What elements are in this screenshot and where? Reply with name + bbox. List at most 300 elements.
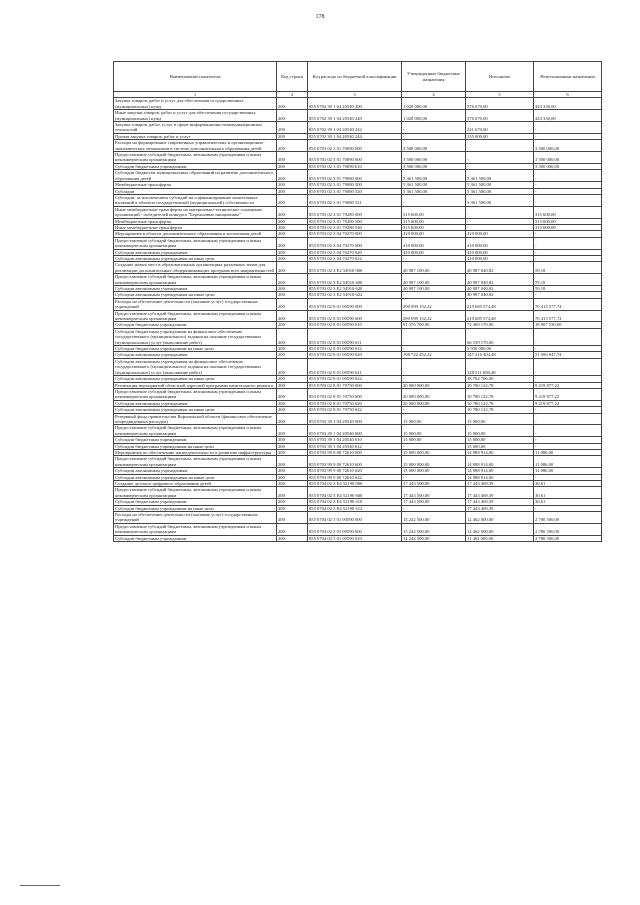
cell-budget-code: 855 0704 02 3 E4 52190 600 bbox=[308, 487, 402, 499]
cell-budget-code: 855 0702 39 1 04 20540 244 bbox=[308, 133, 402, 139]
cell-unexecuted: 2 780 500,00 bbox=[534, 535, 602, 541]
cell-budget-code: 855 0703 99 9 00 72610 600 bbox=[308, 456, 402, 468]
cell-indicator-name: Межбюджетные трансферты bbox=[114, 182, 277, 188]
cell-line-code: 200 bbox=[277, 407, 308, 413]
cell-unexecuted: - bbox=[534, 231, 602, 237]
cell-unexecuted: 11 086,00 bbox=[534, 456, 602, 468]
cell-line-code: 200 bbox=[277, 218, 308, 224]
cell-approved: 3 500 000,00 bbox=[402, 152, 466, 164]
cell-approved: 1 020 000,00 bbox=[402, 110, 466, 122]
cell-budget-code: 855 0703 02 8 01 00590 622 bbox=[308, 376, 402, 382]
cell-unexecuted: - bbox=[534, 346, 602, 352]
cell-indicator-name: Реализация мероприятий областной адресной программы капитального ремонта bbox=[114, 382, 277, 388]
cell-executed: - bbox=[466, 206, 534, 218]
cell-indicator-name: Субсидии автономным учреждениям на финансовое обеспечение государственного (муниципального) задания на оказание государственных (муниципальных) услуг (выполнение работ) bbox=[114, 358, 277, 375]
cell-budget-code: 855 0703 99 9 00 72610 000 bbox=[308, 449, 402, 455]
cell-unexecuted: - bbox=[534, 292, 602, 298]
header-line-code: Код строки bbox=[277, 62, 308, 92]
cell-unexecuted: - bbox=[534, 505, 602, 511]
cell-approved: 91 376 700,00 bbox=[402, 322, 466, 328]
header-budget-code: Код расхода по бюджетной классификации bbox=[308, 62, 402, 92]
table-row bbox=[114, 456, 602, 468]
table-row bbox=[114, 152, 602, 164]
cell-indicator-name: Субсидии бюджетным учреждениям bbox=[114, 437, 277, 443]
col-number: 2 bbox=[277, 92, 308, 98]
cell-budget-code: 855 0703 02 3 01 70090 600 bbox=[308, 152, 402, 164]
col-number: 4 bbox=[402, 92, 466, 98]
cell-approved: 5 361 500,00 bbox=[402, 188, 466, 194]
cell-line-code: 200 bbox=[277, 194, 308, 206]
cell-line-code: 200 bbox=[277, 456, 308, 468]
cell-line-code: 200 bbox=[277, 98, 308, 110]
cell-indicator-name: Мероприятия по обеспечению жизнедеятельности и развитию инфраструктуры bbox=[114, 449, 277, 455]
cell-executed: 410 000,00 bbox=[466, 249, 534, 255]
cell-line-code: 200 bbox=[277, 512, 308, 524]
cell-executed: 5 930 000,00 bbox=[466, 346, 534, 352]
cell-unexecuted: - bbox=[534, 170, 602, 182]
table-row bbox=[114, 170, 602, 182]
cell-approved: 315 600,00 bbox=[402, 218, 466, 224]
cell-executed: 40 987 040,82 bbox=[466, 286, 534, 292]
cell-unexecuted: 2 780 500,00 bbox=[534, 523, 602, 535]
table-row bbox=[114, 358, 602, 375]
cell-indicator-name: Предоставление субсидий бюджетным, автономным учреждениям и иным некоммерческим организациям bbox=[114, 456, 277, 468]
table-row bbox=[114, 110, 602, 122]
cell-budget-code: 855 0703 02 3 01 70090 610 bbox=[308, 163, 402, 169]
cell-approved: 410 000,00 bbox=[402, 237, 466, 249]
cell-line-code: 200 bbox=[277, 133, 308, 139]
table-row bbox=[114, 206, 602, 218]
cell-line-code: 200 bbox=[277, 231, 308, 237]
cell-approved: - bbox=[402, 194, 466, 206]
cell-executed: 576 670,00 bbox=[466, 98, 534, 110]
cell-executed: 15 000,00 bbox=[466, 437, 534, 443]
cell-budget-code: 855 0703 02 3 01 70090 000 bbox=[308, 140, 402, 152]
header-indicator-name: Наименование показателя bbox=[114, 62, 277, 92]
cell-budget-code: 855 0703 02 3 01 79080 520 bbox=[308, 188, 402, 194]
cell-approved: - bbox=[402, 122, 466, 134]
cell-budget-code: 855 0703 02 8 01 70750 620 bbox=[308, 400, 402, 406]
cell-executed: 5 361 500,00 bbox=[466, 188, 534, 194]
cell-approved: 1 020 000,00 bbox=[402, 98, 466, 110]
cell-executed: 12 462 000,00 bbox=[466, 512, 534, 524]
table-row bbox=[114, 487, 602, 499]
cell-approved: - bbox=[402, 133, 466, 139]
cell-line-code: 200 bbox=[277, 449, 308, 455]
cell-line-code: 200 bbox=[277, 110, 308, 122]
cell-executed: 11 462 000,00 bbox=[466, 535, 534, 541]
cell-budget-code: 855 0703 39 1 04 20540 000 bbox=[308, 413, 402, 425]
cell-budget-code: 855 0704 02 5 01 00590 610 bbox=[308, 535, 402, 541]
cell-executed: 410 000,00 bbox=[466, 237, 534, 249]
cell-unexecuted: 315 600,00 bbox=[534, 224, 602, 230]
cell-executed: 5 361 500,00 bbox=[466, 170, 534, 182]
cell-indicator-name: Межбюджетные трансферты bbox=[114, 218, 277, 224]
cell-indicator-name: Субсидии бюджетным учреждениям bbox=[114, 163, 277, 169]
cell-unexecuted: 443 330,00 bbox=[534, 98, 602, 110]
cell-line-code: 200 bbox=[277, 262, 308, 274]
cell-indicator-name: Субсидии, за исключением субсидий на софинансирование капитальных вложений в объекты государственной (муниципальной) собственности bbox=[114, 194, 277, 206]
cell-executed: 15 000,00 bbox=[466, 413, 534, 425]
cell-unexecuted: - bbox=[534, 437, 602, 443]
cell-budget-code: 855 0703 02 3 01 79280 540 bbox=[308, 224, 402, 230]
cell-approved: 40 987 100,00 bbox=[402, 262, 466, 274]
cell-budget-code: 855 0704 02 3 E4 52190 612 bbox=[308, 505, 402, 511]
cell-indicator-name: Субсидии бюджетным учреждениям на иные цели bbox=[114, 443, 277, 449]
cell-indicator-name: Субсидии бюджетным учреждениям bbox=[114, 499, 277, 505]
cell-approved: 15 000 000,00 bbox=[402, 468, 466, 474]
cell-budget-code: 855 0703 02 3 01 79280 000 bbox=[308, 206, 402, 218]
cell-executed: 40 987 040,82 bbox=[466, 262, 534, 274]
cell-approved: 410 000,00 bbox=[402, 231, 466, 237]
cell-executed: 219 685 574,48 bbox=[466, 310, 534, 322]
cell-approved: 15 000,00 bbox=[402, 413, 466, 425]
cell-indicator-name: Субсидии автономным учреждениям на иные цели bbox=[114, 474, 277, 480]
cell-approved: 20 000 000,00 bbox=[402, 400, 466, 406]
cell-line-code: 200 bbox=[277, 346, 308, 352]
table-row bbox=[114, 413, 602, 425]
cell-budget-code: 855 0703 39 1 04 20540 600 bbox=[308, 425, 402, 437]
cell-unexecuted: - bbox=[534, 443, 602, 449]
cell-approved: 40 987 100,00 bbox=[402, 274, 466, 286]
cell-unexecuted: 9 219 877,22 bbox=[534, 400, 602, 406]
cell-unexecuted: 59,18 bbox=[534, 286, 602, 292]
table-row bbox=[114, 140, 602, 152]
cell-unexecuted: - bbox=[534, 194, 602, 206]
header-row bbox=[114, 62, 602, 92]
cell-indicator-name: Предоставление субсидий бюджетным, автономным учреждениям и иным некоммерческим организациям bbox=[114, 274, 277, 286]
cell-line-code: 200 bbox=[277, 140, 308, 152]
cell-unexecuted: - bbox=[534, 255, 602, 261]
cell-line-code: 200 bbox=[277, 249, 308, 255]
table-row bbox=[114, 425, 602, 437]
cell-indicator-name: Субсидии автономным учреждениям bbox=[114, 400, 277, 406]
cell-indicator-name: Предоставление субсидий бюджетным, автономным учреждениям и иным некоммерческим организациям bbox=[114, 523, 277, 535]
header-executed: Исполнено bbox=[466, 62, 534, 92]
cell-indicator-name: Субсидии бюджетным учреждениям bbox=[114, 535, 277, 541]
cell-budget-code: 855 0703 02 8 01 70750 600 bbox=[308, 388, 402, 400]
cell-executed: - bbox=[466, 218, 534, 224]
cell-line-code: 200 bbox=[277, 170, 308, 182]
cell-executed: 17 443 469,39 bbox=[466, 505, 534, 511]
cell-budget-code: 855 0703 02 8 01 00590 612 bbox=[308, 346, 402, 352]
table-row bbox=[114, 237, 602, 249]
cell-indicator-name: Предоставление субсидий бюджетным, автономным учреждениям и иным некоммерческим организациям bbox=[114, 310, 277, 322]
col-number: 6 bbox=[534, 92, 602, 98]
col-number: 1 bbox=[114, 92, 277, 98]
table-row bbox=[114, 274, 602, 286]
cell-line-code: 200 bbox=[277, 163, 308, 169]
cell-indicator-name: Предоставление субсидий бюджетным, автономным учреждениям и иным некоммерческим организациям bbox=[114, 237, 277, 249]
cell-line-code: 200 bbox=[277, 352, 308, 358]
cell-line-code: 200 bbox=[277, 523, 308, 535]
cell-unexecuted: 3 500 000,00 bbox=[534, 152, 602, 164]
cell-line-code: 200 bbox=[277, 487, 308, 499]
cell-executed: 15 000,00 bbox=[466, 443, 534, 449]
cell-line-code: 200 bbox=[277, 468, 308, 474]
cell-unexecuted: - bbox=[534, 358, 602, 375]
cell-executed: 14 988 914,00 bbox=[466, 474, 534, 480]
cell-approved: - bbox=[402, 328, 466, 345]
cell-executed: - bbox=[466, 163, 534, 169]
cell-executed: 5 361 500,00 bbox=[466, 182, 534, 188]
cell-line-code: 200 bbox=[277, 292, 308, 298]
cell-budget-code: 855 0704 02 5 01 00590 600 bbox=[308, 523, 402, 535]
cell-executed: - bbox=[466, 140, 534, 152]
cell-approved: 15 000,00 bbox=[402, 425, 466, 437]
cell-line-code: 200 bbox=[277, 505, 308, 511]
cell-approved: - bbox=[402, 443, 466, 449]
cell-line-code: 200 bbox=[277, 122, 308, 134]
cell-unexecuted: 70 413 577,74 bbox=[534, 298, 602, 310]
col-number: 3 bbox=[308, 92, 402, 98]
cell-line-code: 200 bbox=[277, 322, 308, 328]
cell-unexecuted: 9 219 877,22 bbox=[534, 382, 602, 388]
cell-approved: - bbox=[402, 376, 466, 382]
cell-budget-code: 855 0703 02 8 01 00590 610 bbox=[308, 322, 402, 328]
cell-unexecuted: - bbox=[534, 122, 602, 134]
cell-indicator-name: Субсидии автономным учреждениям на иные цели bbox=[114, 255, 277, 261]
cell-approved: - bbox=[402, 358, 466, 375]
header-unexecuted: Неисполненные назначения bbox=[534, 62, 602, 92]
cell-unexecuted: 3 500 000,00 bbox=[534, 163, 602, 169]
cell-indicator-name: Субсидии бюджетным учреждениям на иные цели bbox=[114, 346, 277, 352]
cell-line-code: 200 bbox=[277, 328, 308, 345]
cell-line-code: 200 bbox=[277, 382, 308, 388]
cell-approved: 290 099 152,22 bbox=[402, 310, 466, 322]
cell-indicator-name: Субсидии автономным учреждениям bbox=[114, 352, 277, 358]
cell-unexecuted: 3 500 000,00 bbox=[534, 140, 602, 152]
cell-approved: 20 000 000,00 bbox=[402, 388, 466, 400]
cell-indicator-name: Расходы на обеспечение деятельности (оказание услуг) государственных учреждений bbox=[114, 298, 277, 310]
cell-indicator-name: Иные закупки товаров, работ и услуг для обеспечения государственных (муниципальных) нужд bbox=[114, 110, 277, 122]
cell-executed: 10 780 122,78 bbox=[466, 400, 534, 406]
cell-indicator-name: Субсидии бюджетам муниципальных образований на развитие дополнительного образования детей bbox=[114, 170, 277, 182]
cell-indicator-name: Создание новых мест в образовательных организациях различных типов для реализации дополнительных общеразвивающих программ всех направленностей bbox=[114, 262, 277, 274]
cell-executed: 17 443 469,39 bbox=[466, 481, 534, 487]
cell-executed: 17 443 469,39 bbox=[466, 499, 534, 505]
cell-unexecuted: 2 780 500,00 bbox=[534, 512, 602, 524]
cell-indicator-name: Субсидии автономным учреждениям на иные цели bbox=[114, 292, 277, 298]
cell-budget-code: 855 0703 02 3 E2 54910 600 bbox=[308, 274, 402, 286]
cell-approved: - bbox=[402, 255, 466, 261]
cell-approved: 5 361 500,00 bbox=[402, 182, 466, 188]
cell-line-code: 200 bbox=[277, 535, 308, 541]
cell-line-code: 200 bbox=[277, 413, 308, 425]
cell-budget-code: 855 0704 02 3 E4 52190 000 bbox=[308, 481, 402, 487]
cell-executed: 219 685 574,48 bbox=[466, 298, 534, 310]
cell-executed: 15 000,00 bbox=[466, 425, 534, 437]
cell-budget-code: 855 0702 39 1 04 20540 240 bbox=[308, 110, 402, 122]
cell-executed: 410 000,00 bbox=[466, 255, 534, 261]
cell-executed: 12 462 000,00 bbox=[466, 523, 534, 535]
cell-line-code: 200 bbox=[277, 310, 308, 322]
table-row bbox=[114, 194, 602, 206]
cell-indicator-name: Закупка товаров, работ, услуг в сфере информационно-коммуникационных технологий bbox=[114, 122, 277, 134]
cell-approved: 20 000 000,00 bbox=[402, 382, 466, 388]
cell-executed: 14 988 914,00 bbox=[466, 468, 534, 474]
cell-budget-code: 855 0703 02 8 01 00590 620 bbox=[308, 352, 402, 358]
cell-indicator-name: Расходы на формирование современных управленческих и организационно-экономических механизмов в системе дополнительного образования детей bbox=[114, 140, 277, 152]
cell-approved: - bbox=[402, 505, 466, 511]
cell-approved: 14 242 500,00 bbox=[402, 535, 466, 541]
cell-approved: 410 000,00 bbox=[402, 249, 466, 255]
cell-budget-code: 855 0703 02 3 04 70270 622 bbox=[308, 255, 402, 261]
cell-unexecuted: 30,61 bbox=[534, 499, 602, 505]
cell-approved: 3 500 000,00 bbox=[402, 140, 466, 152]
cell-indicator-name: Субсидии автономным учреждениям bbox=[114, 249, 277, 255]
cell-unexecuted: - bbox=[534, 182, 602, 188]
table-row bbox=[114, 298, 602, 310]
cell-line-code: 200 bbox=[277, 358, 308, 375]
cell-approved: - bbox=[402, 346, 466, 352]
cell-budget-code: 855 0703 02 8 01 00590 621 bbox=[308, 358, 402, 375]
cell-budget-code: 855 0703 02 3 04 70270 600 bbox=[308, 237, 402, 249]
cell-approved: 17 443 500,00 bbox=[402, 499, 466, 505]
cell-unexecuted: 11 086,00 bbox=[534, 468, 602, 474]
cell-budget-code: 855 0703 02 8 01 70750 000 bbox=[308, 382, 402, 388]
cell-indicator-name: Субсидии автономным учреждениям bbox=[114, 286, 277, 292]
cell-indicator-name: Прочая закупка товаров, работ и услуг bbox=[114, 133, 277, 139]
cell-indicator-name: Субсидии бюджетным учреждениям на финансовое обеспечение государственного (муниципального) задания на оказание государственных (муниципальных) услуг (выполнение работ) bbox=[114, 328, 277, 345]
cell-unexecuted: 59,18 bbox=[534, 274, 602, 286]
table-row bbox=[114, 388, 602, 400]
cell-line-code: 200 bbox=[277, 499, 308, 505]
cell-budget-code: 855 0703 99 9 00 72610 622 bbox=[308, 474, 402, 480]
cell-indicator-name: Расходы на обеспечение деятельности (оказание услуг) государственных учреждений bbox=[114, 512, 277, 524]
cell-unexecuted: 59,18 bbox=[534, 262, 602, 274]
table-row bbox=[114, 328, 602, 345]
cell-executed: 335 000,00 bbox=[466, 133, 534, 139]
cell-unexecuted: 11 086,00 bbox=[534, 449, 602, 455]
cell-budget-code: 855 0703 39 1 04 20540 612 bbox=[308, 443, 402, 449]
cell-indicator-name: Предоставление субсидий бюджетным, автономным учреждениям и иным некоммерческим организациям bbox=[114, 388, 277, 400]
footer-rule bbox=[20, 885, 60, 886]
cell-indicator-name: Субсидии bbox=[114, 188, 277, 194]
cell-budget-code: 855 0703 99 9 00 72610 620 bbox=[308, 468, 402, 474]
cell-indicator-name: Субсидии автономным учреждениям на иные цели bbox=[114, 376, 277, 382]
cell-executed: 5 361 500,00 bbox=[466, 194, 534, 206]
cell-indicator-name: Субсидии автономным учреждениям на иные цели bbox=[114, 407, 277, 413]
cell-unexecuted: 30,61 bbox=[534, 481, 602, 487]
cell-executed: 410 000,00 bbox=[466, 231, 534, 237]
cell-budget-code: 855 0703 02 3 04 70270 000 bbox=[308, 231, 402, 237]
cell-indicator-name: Предоставление субсидий бюджетным, автономным учреждениям и иным некоммерческим организациям bbox=[114, 152, 277, 164]
cell-executed: 14 988 914,00 bbox=[466, 456, 534, 468]
cell-line-code: 200 bbox=[277, 255, 308, 261]
cell-approved: 15 000,00 bbox=[402, 437, 466, 443]
cell-unexecuted: 51 506 047,74 bbox=[534, 352, 602, 358]
cell-line-code: 200 bbox=[277, 474, 308, 480]
cell-approved: 3 500 000,00 bbox=[402, 163, 466, 169]
table-row bbox=[114, 535, 602, 541]
cell-executed: 10 780 122,78 bbox=[466, 382, 534, 388]
cell-executed: 14 988 914,00 bbox=[466, 449, 534, 455]
cell-executed: 72 469 170,00 bbox=[466, 322, 534, 328]
cell-budget-code: 855 0703 39 1 04 20540 610 bbox=[308, 437, 402, 443]
cell-budget-code: 855 0702 39 1 04 20540 200 bbox=[308, 98, 402, 110]
cell-indicator-name: Предоставление субсидий бюджетным, автономным учреждениям и иным некоммерческим организациям bbox=[114, 425, 277, 437]
cell-indicator-name: Иные межбюджетные трансферты на материально-техническое оснащение организаций - победителей конкурса "Бережливые инициативы" bbox=[114, 206, 277, 218]
cell-unexecuted: - bbox=[534, 328, 602, 345]
cell-executed: 40 987 040,82 bbox=[466, 292, 534, 298]
cell-approved: 198 722 452,22 bbox=[402, 352, 466, 358]
table-row bbox=[114, 512, 602, 524]
cell-approved: 5 361 500,00 bbox=[402, 170, 466, 182]
cell-executed: 147 216 404,48 bbox=[466, 352, 534, 358]
cell-budget-code: 855 0703 02 3 01 79080 000 bbox=[308, 170, 402, 182]
cell-line-code: 200 bbox=[277, 481, 308, 487]
cell-unexecuted: - bbox=[534, 133, 602, 139]
cell-line-code: 200 bbox=[277, 298, 308, 310]
cell-budget-code: 855 0702 39 1 04 20540 242 bbox=[308, 122, 402, 134]
table-row bbox=[114, 310, 602, 322]
cell-indicator-name: Субсидии бюджетным учреждениям на иные цели bbox=[114, 505, 277, 511]
cell-unexecuted: 315 600,00 bbox=[534, 218, 602, 224]
cell-unexecuted: 443 330,00 bbox=[534, 110, 602, 122]
cell-executed: 128 511 698,48 bbox=[466, 358, 534, 375]
cell-line-code: 200 bbox=[277, 388, 308, 400]
cell-unexecuted: - bbox=[534, 237, 602, 249]
cell-line-code: 200 bbox=[277, 286, 308, 292]
header-approved: Утвержденные бюджетные назначения bbox=[402, 62, 466, 92]
cell-approved: 15 242 500,00 bbox=[402, 523, 466, 535]
cell-line-code: 200 bbox=[277, 443, 308, 449]
cell-executed: - bbox=[466, 224, 534, 230]
table-row bbox=[114, 523, 602, 535]
cell-line-code: 200 bbox=[277, 400, 308, 406]
cell-executed: 10 780 122,78 bbox=[466, 388, 534, 400]
cell-line-code: 200 bbox=[277, 437, 308, 443]
cell-approved: - bbox=[402, 474, 466, 480]
cell-line-code: 200 bbox=[277, 376, 308, 382]
table-row bbox=[114, 98, 602, 110]
cell-budget-code: 855 0703 02 3 E2 54910 620 bbox=[308, 286, 402, 292]
cell-approved: 15 242 500,00 bbox=[402, 512, 466, 524]
budget-execution-table bbox=[113, 61, 602, 542]
cell-budget-code: 855 0703 02 3 E2 54910 000 bbox=[308, 262, 402, 274]
cell-unexecuted: - bbox=[534, 376, 602, 382]
cell-line-code: 200 bbox=[277, 425, 308, 437]
cell-approved: - bbox=[402, 407, 466, 413]
cell-unexecuted: - bbox=[534, 407, 602, 413]
cell-line-code: 200 bbox=[277, 152, 308, 164]
cell-approved: 315 600,00 bbox=[402, 224, 466, 230]
cell-approved: 17 443 500,00 bbox=[402, 481, 466, 487]
cell-executed: 10 780 122,78 bbox=[466, 407, 534, 413]
cell-budget-code: 855 0703 02 3 E2 54910 622 bbox=[308, 292, 402, 298]
cell-unexecuted: 30,61 bbox=[534, 487, 602, 499]
cell-line-code: 200 bbox=[277, 182, 308, 188]
cell-budget-code: 855 0703 02 8 01 00590 600 bbox=[308, 310, 402, 322]
table-row bbox=[114, 262, 602, 274]
cell-indicator-name: Субсидии автономным учреждениям bbox=[114, 468, 277, 474]
cell-indicator-name: Закупка товаров, работ и услуг для обеспечения государственных (муниципальных) нужд bbox=[114, 98, 277, 110]
cell-executed: 241 670,00 bbox=[466, 122, 534, 134]
cell-budget-code: 855 0703 02 8 01 00590 000 bbox=[308, 298, 402, 310]
cell-indicator-name: Мероприятия в области дополнительного образования и воспитания детей bbox=[114, 231, 277, 237]
cell-line-code: 200 bbox=[277, 188, 308, 194]
cell-unexecuted: - bbox=[534, 413, 602, 425]
cell-indicator-name: Иные межбюджетные трансферты bbox=[114, 224, 277, 230]
cell-budget-code: 855 0704 02 5 01 00590 000 bbox=[308, 512, 402, 524]
cell-executed: 40 987 040,82 bbox=[466, 274, 534, 286]
cell-budget-code: 855 0703 02 3 01 79080 521 bbox=[308, 194, 402, 206]
cell-budget-code: 855 0703 02 3 01 79280 500 bbox=[308, 218, 402, 224]
cell-unexecuted: - bbox=[534, 249, 602, 255]
cell-approved: 290 099 152,22 bbox=[402, 298, 466, 310]
cell-line-code: 200 bbox=[277, 206, 308, 218]
